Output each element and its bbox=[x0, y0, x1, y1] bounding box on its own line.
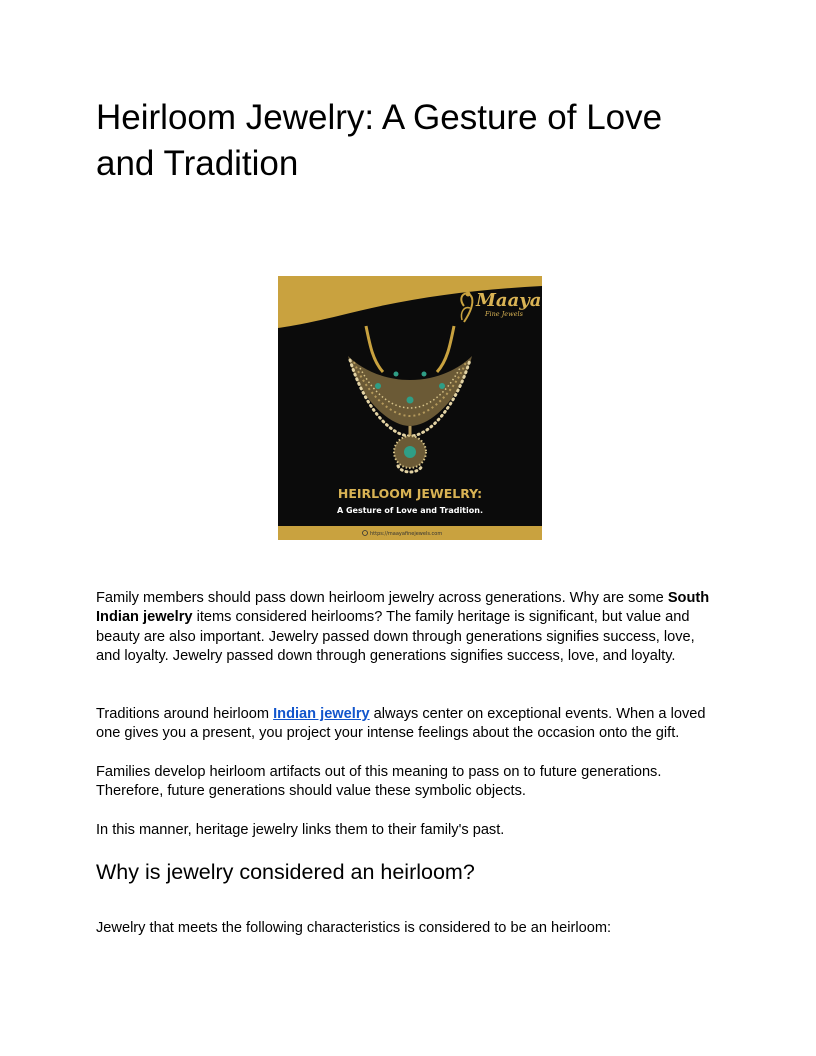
heirloom-banner-image bbox=[278, 276, 542, 540]
paragraph-traditions-text-a: Traditions around heirloom bbox=[96, 706, 274, 722]
necklace-illustration bbox=[348, 326, 472, 472]
indian-jewelry-link[interactable]: Indian jewelry bbox=[273, 706, 370, 722]
peacock-logo-icon bbox=[461, 292, 472, 323]
banner-graphic bbox=[278, 276, 542, 540]
paragraph-traditions-text-b: always center on exceptional events. When a loved one gives you a present, you project your intense feelings about the occasion onto the gift. bbox=[96, 706, 706, 742]
page-title: Heirloom Jewelry: A Gesture of Love and Tradition bbox=[96, 98, 663, 183]
banner-headline: HEIRLOOM JEWELRY: bbox=[337, 486, 483, 501]
paragraph-intro-text-a: Family members should pass down heirloom jewelry across generations. Why are some bbox=[96, 590, 668, 606]
brand-logo-text: Maaya bbox=[476, 290, 542, 311]
paragraph-traditions bbox=[96, 705, 720, 744]
section-heading: Why is jewelry considered an heirloom? bbox=[96, 860, 475, 884]
paragraph-intro bbox=[96, 589, 720, 667]
banner-url: https://maayafinejewels.com bbox=[370, 531, 443, 537]
paragraph-characteristics: Jewelry that meets the following characteristics is considered to be an heirloom: bbox=[96, 920, 612, 936]
paragraph-intro-text-b: items considered heirlooms? The family heritage is significant, but value and beauty are also important. Jewelry passed down through generations signifies success, love, and loyalty. Jewelry passed down through generations signifies success, love, and loyalty. bbox=[96, 609, 695, 665]
paragraph-heritage: In this manner, heritage jewelry links them to their family's past. bbox=[96, 822, 505, 838]
brand-sub-text: Fine Jewels bbox=[485, 310, 523, 318]
paragraph-families: Families develop heirloom artifacts out of this meaning to pass on to future generations. Therefore, future generations should value these symbolic objects. bbox=[96, 764, 662, 800]
south-indian-jewelry-bold: South Indian jewelry bbox=[96, 590, 710, 626]
banner-subline: A Gesture of Love and Tradition. bbox=[337, 506, 483, 515]
